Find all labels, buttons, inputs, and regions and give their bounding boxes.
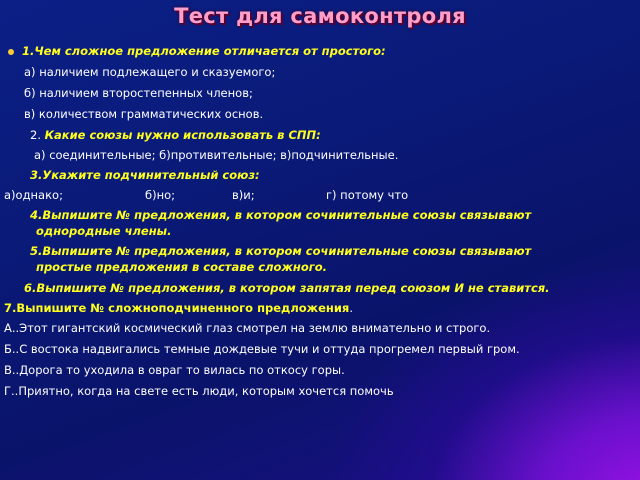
q2-number: 2.	[30, 128, 41, 142]
question-1: 1.Чем сложное предложение отличается от простого:	[22, 44, 386, 58]
q1-option-b: б) наличием второстепенных членов;	[24, 86, 253, 100]
q3-option-a: а)однако;	[4, 188, 63, 202]
question-2	[30, 128, 321, 142]
question-4-line-2: однородные члены.	[36, 224, 172, 238]
q7-text: 7.Выпишите № сложноподчиненного предложения	[4, 301, 350, 315]
q2-options: а) соединительные; б)противительные; в)подчинительные.	[34, 148, 399, 162]
q3-option-b: б)но;	[145, 188, 176, 202]
q2-text: Какие союзы нужно использовать в СПП:	[44, 128, 321, 142]
question-6: 6.Выпишите № предложения, в котором запятая перед союзом И не ставится.	[24, 281, 550, 295]
q3-option-d: г) потому что	[326, 188, 409, 202]
bullet-icon	[8, 49, 14, 55]
q7-suffix: .	[349, 301, 353, 315]
page-title: Тест для самоконтроля	[174, 4, 466, 28]
q3-option-c: в)и;	[232, 188, 255, 202]
question-3: 3.Укажите подчинительный союз:	[30, 168, 260, 182]
q1-option-c: в) количеством грамматических основ.	[24, 107, 264, 121]
sentence-c: В..Дорога то уходила в овраг то вилась по откосу горы.	[4, 363, 345, 377]
question-4-line-1: 4.Выпишите № предложения, в котором сочинительные союзы связывают	[30, 208, 532, 222]
question-5-line-2: простые предложения в составе сложного.	[36, 260, 328, 274]
q1-option-a: а) наличием подлежащего и сказуемого;	[24, 65, 276, 79]
question-7	[4, 301, 353, 315]
sentence-b: Б..С востока надвигались темные дождевые тучи и оттуда прогремел первый гром.	[4, 342, 520, 356]
sentence-a: А..Этот гигантский космический глаз смотрел на землю внимательно и строго.	[4, 321, 491, 335]
sentence-d: Г..Приятно, когда на свете есть люди, которым хочется помочь	[4, 384, 394, 398]
question-5-line-1: 5.Выпишите № предложения, в котором сочинительные союзы связывают	[30, 244, 532, 258]
